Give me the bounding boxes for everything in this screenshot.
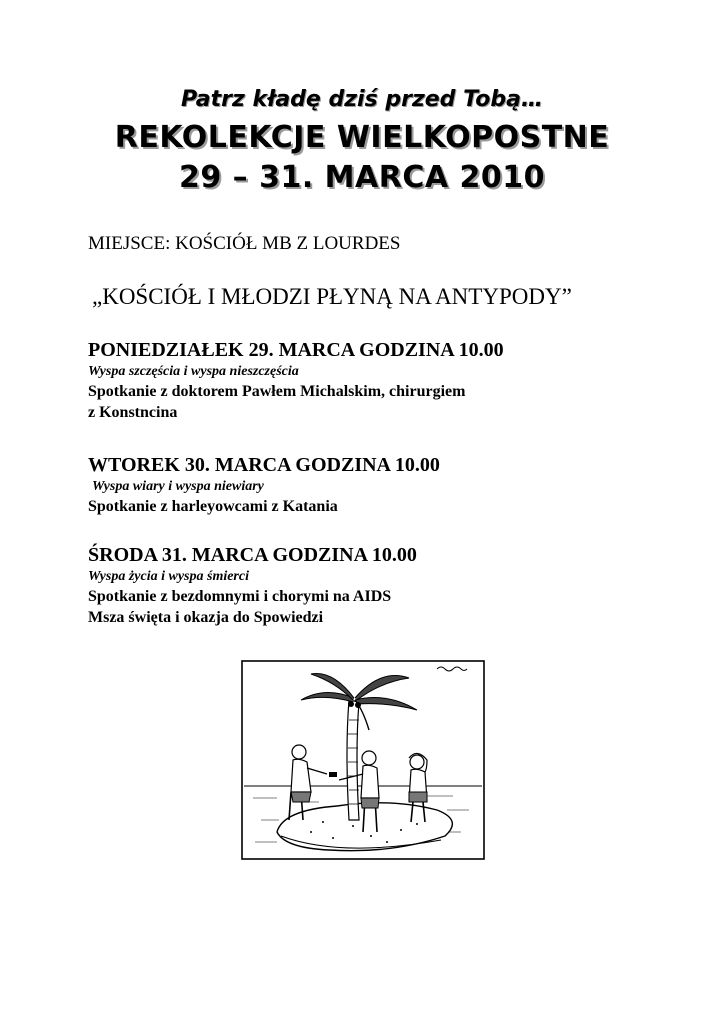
title-line-1: REKOLEKCJE WIELKOPOSTNE <box>114 120 610 155</box>
day-title: WTOREK 30. MARCA GODZINA 10.00 <box>88 454 440 476</box>
day-detail-line: Msza święta i okazja do Spowiedzi <box>88 609 324 626</box>
motto-line: „KOŚCIÓŁ I MŁODZI PŁYNĄ NA ANTYPODY” <box>92 284 572 309</box>
place-line: MIEJSCE: KOŚCIÓŁ MB Z LOURDES <box>88 233 401 254</box>
day-title: ŚRODA 31. MARCA GODZINA 10.00 <box>88 544 417 566</box>
poster-header <box>0 82 724 198</box>
day-detail-line: Spotkanie z bezdomnymi i chorymi na AIDS <box>88 588 392 605</box>
day-detail-line: Spotkanie z harleyowcami z Katania <box>88 498 338 515</box>
day-section-monday <box>88 337 648 423</box>
day-detail-line: Spotkanie z doktorem Pawłem Michalskim, chirurgiem <box>88 383 466 400</box>
day-section-tuesday <box>88 452 648 517</box>
day-subtitle: Wyspa wiary i wyspa niewiary <box>92 479 264 494</box>
day-detail-line: z Konstncina <box>88 404 178 421</box>
day-title: PONIEDZIAŁEK 29. MARCA GODZINA 10.00 <box>88 339 504 361</box>
title-line-2: 29 – 31. MARCA 2010 <box>178 160 546 195</box>
desert-island-cartoon-icon <box>241 660 485 860</box>
day-subtitle: Wyspa szczęścia i wyspa nieszczęścia <box>88 364 299 379</box>
tagline: Patrz kładę dziś przed Tobą… <box>181 87 543 112</box>
day-section-wednesday <box>88 542 648 628</box>
day-subtitle: Wyspa życia i wyspa śmierci <box>88 569 249 584</box>
